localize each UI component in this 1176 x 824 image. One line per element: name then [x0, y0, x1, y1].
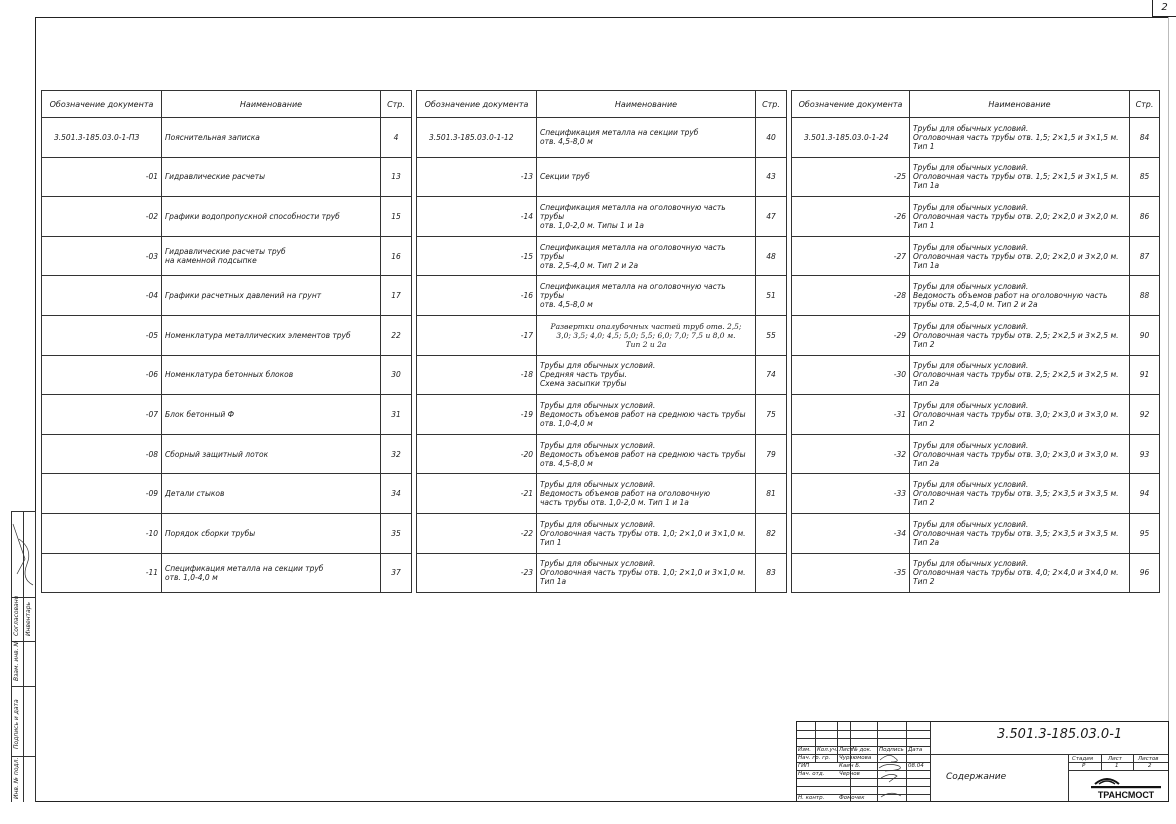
doc-title-line: Трубы для обычных условий.: [540, 559, 656, 569]
doc-title-line: Тип 2: [913, 577, 935, 587]
doc-title-line: Тип 2 и 2а: [625, 339, 667, 349]
doc-page: 95: [1130, 513, 1160, 553]
doc-page: 75: [756, 395, 787, 435]
doc-page: 94: [1130, 474, 1160, 514]
doc-title: [162, 434, 381, 474]
table-row: [792, 553, 1160, 593]
doc-code: -35: [792, 553, 910, 593]
tb-person-2: Каин Б.: [839, 763, 861, 769]
sheet-number-corner: 2: [1152, 0, 1176, 17]
doc-title-line: Оголовочная часть трубы отв. 4,0; 2×4,0 и 3×4,0 м.: [913, 568, 1119, 578]
doc-title: [537, 474, 756, 514]
doc-title-line: Номенклатура бетонных блоков: [165, 370, 294, 380]
doc-title-line: Графики расчетных давлений на грунт: [165, 291, 322, 301]
doc-page: 88: [1130, 276, 1160, 316]
tb-head-ndok: № док.: [852, 747, 872, 753]
document-name: Содержание: [946, 772, 1007, 782]
doc-title-line: Трубы для обычных условий.: [913, 321, 1029, 331]
doc-title: [910, 474, 1130, 514]
doc-title-line: Трубы для обычных условий.: [913, 202, 1029, 212]
doc-code: -31: [792, 395, 910, 435]
doc-code: -33: [792, 474, 910, 514]
tb-person-1: Чурзюмова: [839, 755, 872, 761]
doc-title: [537, 157, 756, 197]
doc-title: [910, 315, 1130, 355]
header-name: Наименование: [910, 91, 1130, 118]
doc-title-line: Ведомость объемов работ на оголовочную часть: [913, 291, 1108, 301]
doc-title-line: Тип 2а: [913, 458, 940, 468]
doc-title: [162, 315, 381, 355]
doc-code: -01: [42, 157, 162, 197]
doc-title-line: Трубы для обычных условий.: [913, 440, 1029, 450]
doc-title-line: Оголовочная часть трубы отв. 3,0; 2×3,0 и 3×3,0 м.: [913, 449, 1119, 459]
doc-title-line: Порядок сборки трубы: [165, 528, 256, 538]
title-block: [796, 721, 1169, 802]
doc-page: 48: [756, 236, 787, 276]
svg-text:ТРАНСМОСТ: ТРАНСМОСТ: [1097, 790, 1155, 800]
doc-code: -05: [42, 315, 162, 355]
table-row: [42, 197, 412, 237]
tb-person-5: Фомочек: [839, 795, 865, 801]
doc-title: [537, 513, 756, 553]
doc-title-line: Ведомость объемов работ на оголовочную: [540, 489, 711, 499]
strip-label-replace: Взам. инв. №: [13, 640, 20, 681]
header-page: Стр.: [1130, 91, 1160, 118]
doc-title-line: Оголовочная часть трубы отв. 1,5; 2×1,5 и 3×1,5 м.: [913, 132, 1119, 142]
table-row: [792, 276, 1160, 316]
doc-title-line: Графики водопропускной способности труб: [165, 211, 340, 221]
table-row: [417, 434, 787, 474]
doc-code: -32: [792, 434, 910, 474]
header-code: Обозначение документа: [792, 91, 910, 118]
doc-page: 92: [1130, 395, 1160, 435]
doc-title-line: Ведомость объемов работ на среднюю часть трубы: [540, 409, 746, 419]
doc-title: [537, 315, 756, 355]
doc-title: [910, 197, 1130, 237]
doc-code: -09: [42, 474, 162, 514]
doc-title-line: Гидравлические расчеты труб: [165, 247, 286, 257]
doc-code: -28: [792, 276, 910, 316]
doc-title-line: Трубы для обычных условий.: [913, 400, 1029, 410]
table-row: [42, 513, 412, 553]
doc-title: [162, 118, 381, 158]
doc-title-line: Трубы для обычных условий.: [540, 440, 656, 450]
doc-title: [910, 355, 1130, 395]
doc-title-line: трубы отв. 2,5-4,0 м. Тип 2 и 2а: [913, 300, 1038, 310]
doc-code: -10: [42, 513, 162, 553]
doc-title-line: Оголовочная часть трубы отв. 2,0; 2×2,0 и 3×2,0 м.: [913, 211, 1119, 221]
table-row: [42, 157, 412, 197]
table-row: [417, 157, 787, 197]
doc-title-line: Детали стыков: [165, 489, 225, 499]
header-name: Наименование: [162, 91, 381, 118]
doc-title-line: Тип 1: [540, 537, 562, 547]
doc-title-line: Номенклатура металлических элементов труб: [165, 330, 351, 340]
document-code: 3.501.3-185.03.0-1: [997, 727, 1123, 742]
table-row: [417, 197, 787, 237]
doc-title-line: часть трубы отв. 1,0-2,0 м. Тип 1 и 1а: [540, 498, 689, 508]
doc-code: -20: [417, 434, 537, 474]
doc-code: -30: [792, 355, 910, 395]
doc-code: -13: [417, 157, 537, 197]
tb-head-list: Лист: [839, 747, 853, 753]
doc-page: 17: [381, 276, 412, 316]
table-row: [42, 276, 412, 316]
table-row: [42, 236, 412, 276]
doc-code: -02: [42, 197, 162, 237]
doc-code: -08: [42, 434, 162, 474]
header-page: Стр.: [756, 91, 787, 118]
doc-title-line: Тип 1а: [913, 260, 940, 270]
doc-title-line: Средняя часть трубы.: [540, 370, 627, 380]
strip-label-sign-date: Подпись и дата: [13, 699, 20, 749]
doc-title: [162, 197, 381, 237]
doc-code: -03: [42, 236, 162, 276]
tb-stage: Р: [1082, 763, 1086, 769]
tb-sheet-head: Лист: [1108, 756, 1122, 762]
doc-title-line: Трубы для обычных условий.: [913, 282, 1029, 292]
table-row: [417, 355, 787, 395]
strip-label-agreed: Согласовано: [13, 595, 20, 636]
table-row: [417, 315, 787, 355]
doc-title: [162, 355, 381, 395]
doc-page: 40: [756, 118, 787, 158]
table-row: [417, 118, 787, 158]
strip-label-inv: Инв. № подл.: [13, 757, 20, 799]
table-row: [792, 315, 1160, 355]
doc-code: -06: [42, 355, 162, 395]
doc-page: 35: [381, 513, 412, 553]
doc-title-line: отв. 4,5-8,0 м: [540, 137, 593, 147]
doc-page: 47: [756, 197, 787, 237]
doc-title-line: Блок бетонный Ф: [165, 409, 235, 419]
doc-page: 15: [381, 197, 412, 237]
doc-title-line: Трубы для обычных условий.: [913, 361, 1029, 371]
doc-title-line: Секции труб: [540, 172, 590, 182]
table-row: [792, 118, 1160, 158]
contents-table-1: [41, 90, 412, 593]
doc-title-line: Тип 1а: [540, 577, 567, 587]
doc-title-line: отв. 1,0-4,0 м: [165, 572, 218, 582]
doc-page: 34: [381, 474, 412, 514]
tb-sheet: 1: [1115, 763, 1119, 769]
doc-title-line: отв. 1,0-4,0 м: [540, 418, 593, 428]
doc-title-line: Трубы для обычных условий.: [913, 480, 1029, 490]
doc-title-line: Развертки опалубочных частей труб отв. 2,5;: [550, 321, 742, 331]
doc-page: 32: [381, 434, 412, 474]
table-row: [792, 197, 1160, 237]
doc-code: -26: [792, 197, 910, 237]
table-row: [792, 355, 1160, 395]
doc-title: [537, 197, 756, 237]
doc-title-line: Тип 1: [913, 141, 935, 151]
doc-code: -17: [417, 315, 537, 355]
doc-title-line: Спецификация металла на оголовочную часть трубы: [540, 202, 726, 221]
doc-title-line: Спецификация металла на оголовочную часть трубы: [540, 242, 726, 261]
doc-code: -18: [417, 355, 537, 395]
doc-title-line: Трубы для обычных условий.: [913, 519, 1029, 529]
doc-code: 3.501.3-185.03.0-1-12: [417, 118, 537, 158]
doc-title-line: Трубы для обычных условий.: [913, 163, 1029, 173]
doc-title-line: на каменной подсыпке: [165, 256, 257, 266]
strip-label-inventory: Инвентарь: [25, 601, 32, 636]
doc-title: [162, 157, 381, 197]
doc-title-line: Оголовочная часть трубы отв. 1,5; 2×1,5 и 3×1,5 м.: [913, 172, 1119, 182]
doc-code: -25: [792, 157, 910, 197]
doc-page: 96: [1130, 553, 1160, 593]
doc-title: [537, 118, 756, 158]
table-row: [42, 395, 412, 435]
doc-title-line: Трубы для обычных условий.: [540, 361, 656, 371]
contents-table-2: [416, 90, 787, 593]
doc-title: [162, 474, 381, 514]
doc-code: -34: [792, 513, 910, 553]
doc-title-line: Трубы для обычных условий.: [913, 559, 1029, 569]
tb-date: 08.04: [908, 763, 924, 769]
doc-page: 74: [756, 355, 787, 395]
doc-page: 81: [756, 474, 787, 514]
tb-role-5: Н. контр.: [798, 795, 825, 801]
doc-page: 91: [1130, 355, 1160, 395]
doc-code: 3.501.3-185.03.0-1-24: [792, 118, 910, 158]
doc-title-line: Трубы для обычных условий.: [540, 400, 656, 410]
doc-title-line: Сборный защитный лоток: [165, 449, 269, 459]
doc-page: 86: [1130, 197, 1160, 237]
table-row: [792, 236, 1160, 276]
doc-title-line: Тип 2: [913, 418, 935, 428]
doc-title: [162, 236, 381, 276]
table-row: [417, 395, 787, 435]
header-code: Обозначение документа: [42, 91, 162, 118]
doc-code: -19: [417, 395, 537, 435]
doc-title-line: Трубы для обычных условий.: [913, 242, 1029, 252]
doc-title-line: отв. 4,5-8,0 м: [540, 300, 593, 310]
table-row: [42, 118, 412, 158]
table-row: [417, 553, 787, 593]
doc-page: 43: [756, 157, 787, 197]
doc-title-line: Гидравлические расчеты: [165, 172, 266, 182]
doc-title: [910, 434, 1130, 474]
table-row: [417, 236, 787, 276]
table-row: [42, 434, 412, 474]
doc-code: -04: [42, 276, 162, 316]
doc-title-line: Тип 1: [913, 220, 935, 230]
doc-title: [537, 395, 756, 435]
doc-title: [162, 553, 381, 593]
doc-page: 87: [1130, 236, 1160, 276]
doc-title-line: Оголовочная часть трубы отв. 1,0; 2×1,0 и 3×1,0 м.: [540, 528, 746, 538]
doc-title: [162, 395, 381, 435]
tb-head-izm: Изм.: [798, 747, 811, 753]
tb-sheets-head: Листов: [1138, 756, 1159, 762]
doc-code: 3.501.3-185.03.0-1-ПЗ: [42, 118, 162, 158]
doc-title: [910, 118, 1130, 158]
doc-title: [537, 355, 756, 395]
doc-title-line: Спецификация металла на оголовочную часть трубы: [540, 282, 726, 301]
doc-title-line: Оголовочная часть трубы отв. 3,5; 2×3,5 и 3×3,5 м.: [913, 528, 1119, 538]
doc-title: [910, 236, 1130, 276]
doc-page: 85: [1130, 157, 1160, 197]
doc-page: 83: [756, 553, 787, 593]
doc-page: 13: [381, 157, 412, 197]
doc-title: [910, 395, 1130, 435]
strip-signature: [9, 519, 37, 589]
table-row: [417, 474, 787, 514]
doc-title-line: Оголовочная часть трубы отв. 2,5; 2×2,5 и 3×2,5 м.: [913, 370, 1119, 380]
table-row: [792, 434, 1160, 474]
doc-page: 51: [756, 276, 787, 316]
doc-code: -27: [792, 236, 910, 276]
doc-code: -23: [417, 553, 537, 593]
doc-code: -11: [42, 553, 162, 593]
doc-title: [537, 553, 756, 593]
doc-title-line: Тип 2: [913, 498, 935, 508]
tb-person-3: Чернов: [839, 771, 860, 777]
doc-title: [910, 276, 1130, 316]
table-row: [42, 355, 412, 395]
doc-page: 37: [381, 553, 412, 593]
tb-role-3: Нач. отд.: [798, 771, 825, 777]
tb-role-1: Нач. гр. гр.: [798, 755, 831, 761]
doc-page: 55: [756, 315, 787, 355]
doc-title: [537, 434, 756, 474]
doc-code: -22: [417, 513, 537, 553]
tb-head-kol: Кол.уч.: [817, 747, 838, 753]
sheet-right-edge: [1168, 17, 1169, 802]
tb-head-sign: Подпись: [879, 747, 904, 753]
doc-title: [162, 513, 381, 553]
tb-signatures: [877, 752, 907, 802]
doc-title-line: Оголовочная часть трубы отв. 3,0; 2×3,0 и 3×3,0 м.: [913, 409, 1119, 419]
doc-page: 93: [1130, 434, 1160, 474]
doc-title-line: Пояснительная записка: [165, 132, 260, 142]
doc-title-line: Тип 2: [913, 339, 935, 349]
transmost-logo: [1089, 774, 1163, 800]
doc-title-line: Оголовочная часть трубы отв. 1,0; 2×1,0 и 3×1,0 м.: [540, 568, 746, 578]
doc-code: -07: [42, 395, 162, 435]
doc-title-line: Трубы для обычных условий.: [540, 480, 656, 490]
doc-title: [537, 236, 756, 276]
doc-page: 30: [381, 355, 412, 395]
doc-code: -14: [417, 197, 537, 237]
doc-title-line: отв. 1,0-2,0 м. Типы 1 и 1а: [540, 220, 644, 230]
doc-page: 31: [381, 395, 412, 435]
doc-page: 90: [1130, 315, 1160, 355]
doc-title-line: Тип 2а: [913, 379, 940, 389]
doc-title-line: Ведомость объемов работ на среднюю часть трубы: [540, 449, 746, 459]
doc-title: [537, 276, 756, 316]
doc-page: 22: [381, 315, 412, 355]
doc-page: 16: [381, 236, 412, 276]
header-page: Стр.: [381, 91, 412, 118]
doc-title-line: Оголовочная часть трубы отв. 2,5; 2×2,5 и 3×2,5 м.: [913, 330, 1119, 340]
doc-title-line: 3,0; 3,5; 4,0; 4,5; 5,0; 5,5; 6,0; 7,0; 7,5 и 8,0 м.: [556, 330, 736, 340]
binding-strip: [11, 511, 35, 802]
tb-sheets: 2: [1148, 763, 1152, 769]
doc-title-line: отв. 4,5-8,0 м: [540, 458, 593, 468]
doc-title-line: Схема засыпки трубы: [540, 379, 627, 389]
doc-code: -21: [417, 474, 537, 514]
table-row: [792, 513, 1160, 553]
contents-table-3: [791, 90, 1160, 593]
doc-page: 79: [756, 434, 787, 474]
doc-title-line: Спецификация металла на секции труб: [540, 128, 699, 138]
doc-title-line: Оголовочная часть трубы отв. 3,5; 2×3,5 и 3×3,5 м.: [913, 489, 1119, 499]
table-row: [42, 315, 412, 355]
doc-title-line: Тип 2а: [913, 537, 940, 547]
doc-code: -16: [417, 276, 537, 316]
table-row: [417, 276, 787, 316]
doc-title-line: Оголовочная часть трубы отв. 2,0; 2×2,0 и 3×2,0 м.: [913, 251, 1119, 261]
table-row: [42, 474, 412, 514]
table-row: [42, 553, 412, 593]
doc-page: 84: [1130, 118, 1160, 158]
table-row: [417, 513, 787, 553]
header-code: Обозначение документа: [417, 91, 537, 118]
doc-title-line: Трубы для обычных условий.: [540, 519, 656, 529]
doc-page: 4: [381, 118, 412, 158]
table-row: [792, 474, 1160, 514]
tb-head-date: Дата: [908, 747, 923, 753]
doc-title: [910, 157, 1130, 197]
doc-title: [910, 553, 1130, 593]
doc-title-line: Трубы для обычных условий.: [913, 123, 1029, 133]
doc-page: 82: [756, 513, 787, 553]
tb-stage-head: Стадия: [1072, 756, 1094, 762]
doc-code: -29: [792, 315, 910, 355]
table-row: [792, 157, 1160, 197]
doc-title-line: Тип 1а: [913, 181, 940, 191]
doc-title-line: отв. 2,5-4,0 м. Тип 2 и 2а: [540, 260, 639, 270]
doc-code: -15: [417, 236, 537, 276]
table-row: [792, 395, 1160, 435]
tb-role-2: ГИП: [798, 763, 810, 769]
doc-title: [910, 513, 1130, 553]
doc-title-line: Спецификация металла на секции труб: [165, 563, 324, 573]
doc-title: [162, 276, 381, 316]
header-name: Наименование: [537, 91, 756, 118]
